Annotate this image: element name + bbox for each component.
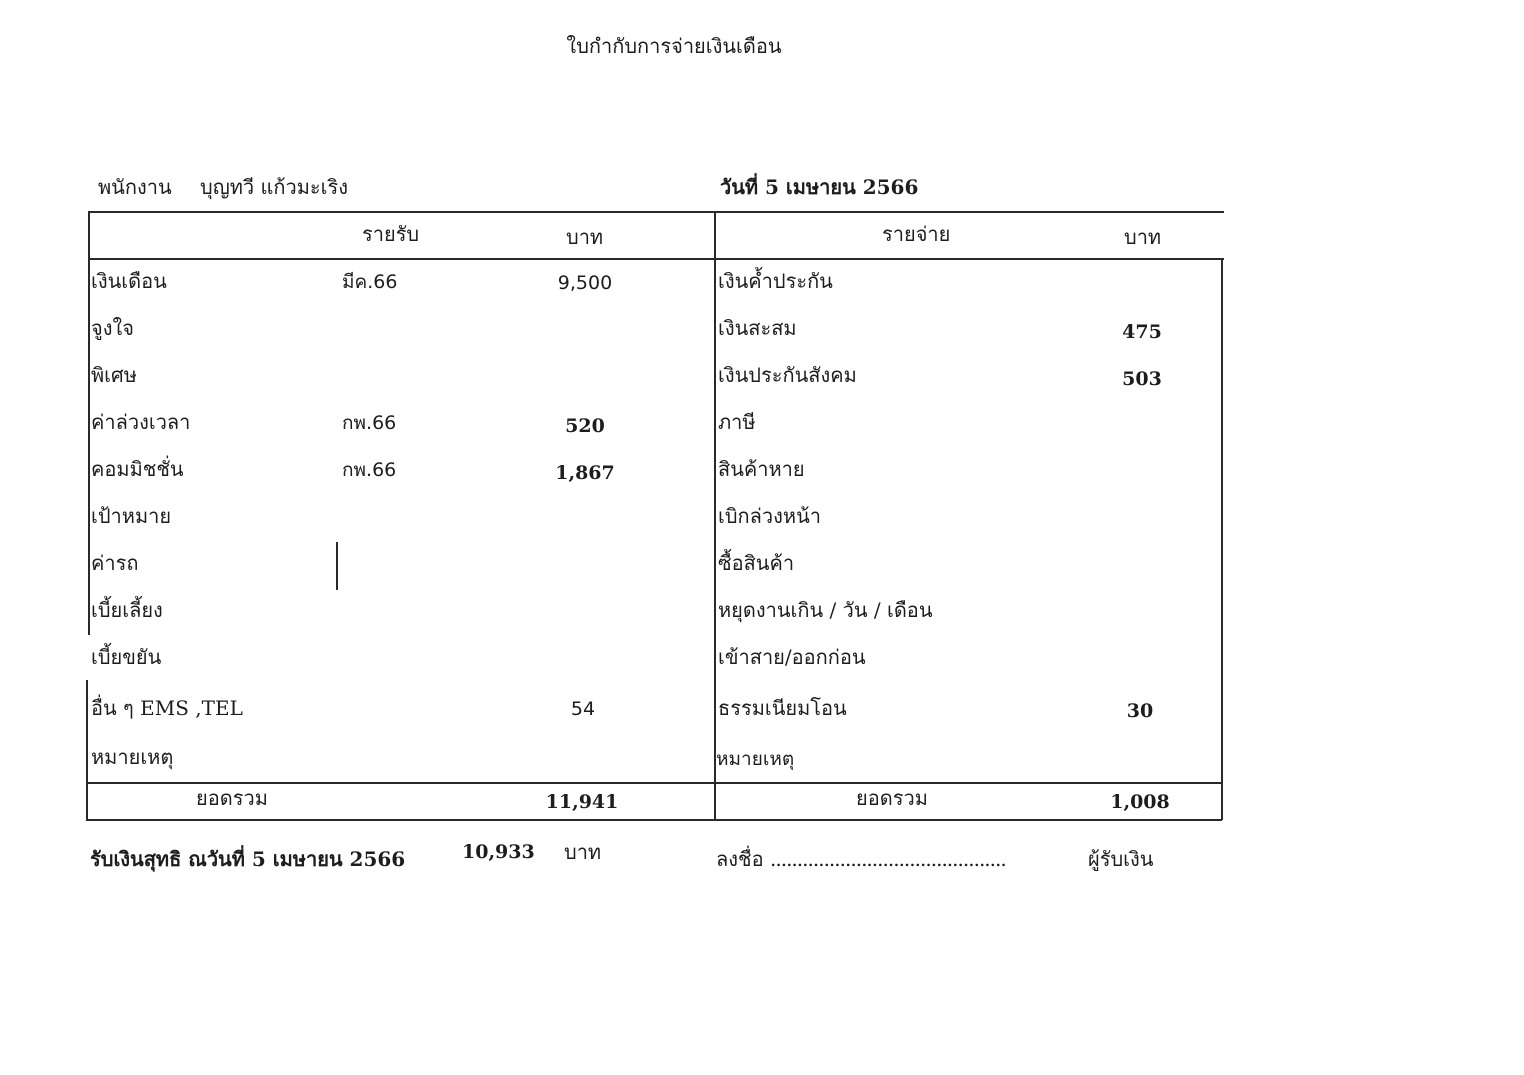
employee-name: บุญทวี แก้วมะเริง <box>200 175 349 199</box>
income-row-amount: 1,867 <box>555 462 615 484</box>
income-row-amount: 9,500 <box>557 272 613 294</box>
income-row-label: คอมมิชชั่น <box>91 457 184 481</box>
table-left-border-lower <box>86 680 88 820</box>
deduction-row-label: เงินสะสม <box>718 316 797 340</box>
income-row-label: เบี้ยขยัน <box>91 645 162 669</box>
deduction-row-label: หมายเหตุ <box>716 748 795 770</box>
deduction-row-label: ภาษี <box>718 410 756 434</box>
table-top-border <box>88 211 1224 213</box>
income-row-period: กพ.66 <box>342 412 397 434</box>
income-row-period: มีค.66 <box>342 271 398 293</box>
table-bottom-border <box>86 819 1222 821</box>
income-total-amount: 11,941 <box>545 791 619 813</box>
document-date: วันที่ 5 เมษายน 2566 <box>720 175 919 199</box>
deduction-header: รายจ่าย <box>882 222 951 246</box>
income-row-label: เงินเดือน <box>91 269 167 293</box>
income-row-label: เบี้ยเลี้ยง <box>91 598 163 622</box>
deduction-row-amount: 475 <box>1122 321 1162 343</box>
income-amount-header: บาท <box>566 225 604 249</box>
income-row-label: ค่าล่วงเวลา <box>91 410 191 434</box>
income-row-period: กพ.66 <box>342 459 397 481</box>
income-total-label: ยอดรวม <box>196 786 268 810</box>
deduction-row-label: หยุดงานเกิน / วัน / เดือน <box>718 598 933 622</box>
income-header: รายรับ <box>362 222 420 246</box>
employee-label: พนักงาน <box>98 175 172 199</box>
income-row-label: ค่ารถ <box>91 551 139 575</box>
deduction-amount-header: บาท <box>1124 225 1162 249</box>
income-row-amount: 54 <box>570 698 596 720</box>
income-row-label: จูงใจ <box>91 316 134 340</box>
deduction-row-amount: 503 <box>1122 368 1162 390</box>
deduction-row-label: เงินค้ำประกัน <box>718 269 833 293</box>
deduction-row-label: สินค้าหาย <box>718 457 805 481</box>
table-total-top-border <box>86 782 1222 784</box>
net-pay-amount: 10,933 <box>462 841 535 863</box>
document-title: ใบกำกับการจ่ายเงินเดือน <box>566 34 782 58</box>
deduction-row-label: เบิกล่วงหน้า <box>718 504 821 528</box>
income-row-label: อื่น ๆ EMS ,TEL <box>91 696 243 720</box>
deduction-row-label: ธรรมเนียมโอน <box>718 696 847 720</box>
income-row-label: พิเศษ <box>91 363 137 387</box>
deduction-row-label: เงินประกันสังคม <box>718 363 857 387</box>
table-left-border <box>88 211 90 635</box>
signature-label: ลงชื่อ <box>716 847 764 871</box>
signature-role: ผู้รับเงิน <box>1088 847 1154 871</box>
deduction-row-label: เข้าสาย/ออกก่อน <box>718 645 866 669</box>
income-row-label: หมายเหตุ <box>91 745 174 769</box>
deduction-row-label: ซื้อสินค้า <box>718 551 795 575</box>
net-pay-label: รับเงินสุทธิ ณวันที่ 5 เมษายน 2566 <box>90 847 406 871</box>
net-pay-unit: บาท <box>564 840 602 864</box>
deduction-total-amount: 1,008 <box>1110 791 1170 813</box>
income-row-label: เป้าหมาย <box>91 504 172 528</box>
deduction-total-label: ยอดรวม <box>856 786 928 810</box>
table-header-divider <box>88 258 1224 260</box>
signature-line: ............................................ <box>770 847 1006 871</box>
table-middle-divider <box>714 211 716 820</box>
income-row-amount: 520 <box>565 415 605 437</box>
table-right-border <box>1221 258 1223 820</box>
input-cursor-mark <box>336 542 338 590</box>
deduction-row-amount: 30 <box>1126 700 1154 722</box>
